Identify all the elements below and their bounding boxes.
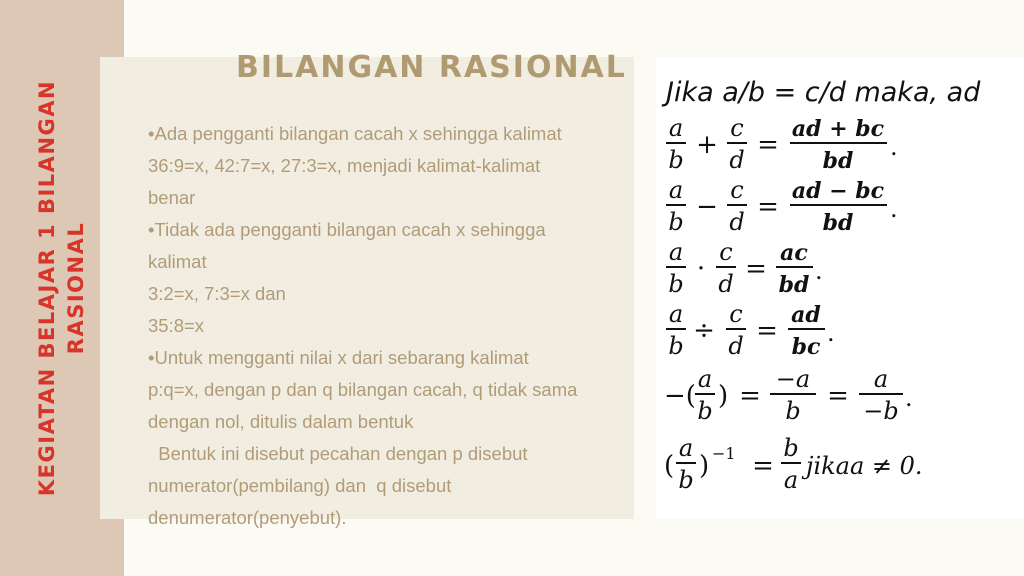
svg-text:b: b (668, 332, 684, 360)
svg-text:=: = (745, 254, 767, 284)
svg-text:b: b (783, 434, 799, 462)
body-line: •Untuk mengganti nilai x dari sebarang kalimat (148, 347, 529, 368)
body-line: 3:2=x, 7:3=x dan (148, 283, 286, 304)
body-line: benar (148, 187, 196, 208)
svg-text:(: ( (664, 451, 675, 481)
svg-text:a: a (668, 300, 684, 328)
body-line: Bentuk ini disebut pecahan dengan p disebut (148, 443, 528, 464)
svg-text:+: + (696, 130, 718, 160)
body-line: denumerator(penyebut). (148, 507, 347, 528)
svg-text:d: d (729, 146, 745, 174)
svg-text:−(: −( (664, 381, 696, 411)
svg-text:ad + bc: ad + bc (791, 116, 885, 142)
svg-text:a: a (783, 466, 799, 494)
svg-text:c: c (729, 300, 743, 328)
svg-text:c: c (730, 176, 744, 204)
svg-text:b: b (668, 270, 684, 298)
svg-text:=: = (757, 130, 779, 160)
body-line: dengan nol, ditulis dalam bentuk (148, 411, 414, 432)
formula-multiplication (666, 238, 823, 298)
formula-intro: Jika a/b = c/d maka, ad (666, 77, 981, 108)
slide-title: BILANGAN RASIONAL (236, 50, 627, 85)
formula-addition (666, 114, 898, 174)
formula-subtraction (666, 176, 898, 236)
svg-text:): ) (718, 381, 729, 411)
svg-text:ad: ad (791, 302, 821, 328)
body-line: numerator(pembilang) dan q disebut (148, 475, 452, 496)
svg-text:=: = (756, 316, 778, 346)
svg-text:b: b (785, 397, 801, 425)
formula-image (656, 57, 1024, 519)
svg-text:jikaa ≠ 0.: jikaa ≠ 0. (806, 452, 923, 480)
body-line: •Tidak ada pengganti bilangan cacah x sehingga (148, 219, 546, 240)
svg-text:ad − bc: ad − bc (791, 178, 885, 204)
formula-svg (656, 57, 1024, 519)
svg-text:b: b (678, 466, 694, 494)
svg-text:bc: bc (791, 334, 821, 360)
svg-text:−1: −1 (712, 444, 736, 463)
svg-text:a: a (668, 176, 684, 204)
svg-text:bd: bd (822, 210, 854, 236)
svg-text:·: · (696, 254, 706, 284)
svg-text:d: d (728, 332, 744, 360)
svg-text:=: = (752, 451, 774, 481)
svg-text:a: a (697, 365, 713, 393)
svg-text:−: − (696, 192, 718, 222)
svg-text:÷: ÷ (693, 316, 715, 346)
body-line: p:q=x, dengan p dan q bilangan cacah, q tidak sama (148, 379, 578, 400)
svg-text:bd: bd (778, 272, 810, 298)
svg-text:c: c (719, 238, 733, 266)
svg-text:a: a (668, 238, 684, 266)
svg-text:.: . (905, 384, 913, 412)
svg-text:b: b (697, 397, 713, 425)
svg-text:a: a (873, 365, 889, 393)
body-line: 35:8=x (148, 315, 205, 336)
body-line: •Ada pengganti bilangan cacah x sehingga kalimat (148, 123, 562, 144)
svg-text:.: . (827, 319, 835, 347)
svg-text:.: . (815, 257, 823, 285)
body-text (148, 118, 630, 534)
svg-text:a: a (678, 434, 694, 462)
svg-text:d: d (729, 208, 745, 236)
svg-text:.: . (890, 133, 898, 161)
formula-division (666, 300, 835, 360)
svg-text:d: d (718, 270, 734, 298)
svg-text:b: b (668, 208, 684, 236)
side-title: KEGIATAN BELAJAR 1 BILANGAN RASIONAL (35, 79, 88, 497)
svg-text:=: = (739, 381, 761, 411)
svg-text:=: = (827, 381, 849, 411)
svg-text:bd: bd (822, 148, 854, 174)
svg-text:b: b (668, 146, 684, 174)
body-line: kalimat (148, 251, 207, 272)
svg-text:ac: ac (780, 240, 808, 266)
svg-text:c: c (730, 114, 744, 142)
body-line: 36:9=x, 42:7=x, 27:3=x, menjadi kalimat-kalimat (148, 155, 541, 176)
svg-text:): ) (699, 451, 710, 481)
svg-text:−b: −b (863, 397, 899, 425)
svg-text:=: = (757, 192, 779, 222)
svg-text:.: . (890, 195, 898, 223)
svg-text:−a: −a (775, 365, 811, 393)
formula-negation (664, 365, 913, 425)
formula-inverse (664, 434, 923, 494)
svg-text:a: a (668, 114, 684, 142)
